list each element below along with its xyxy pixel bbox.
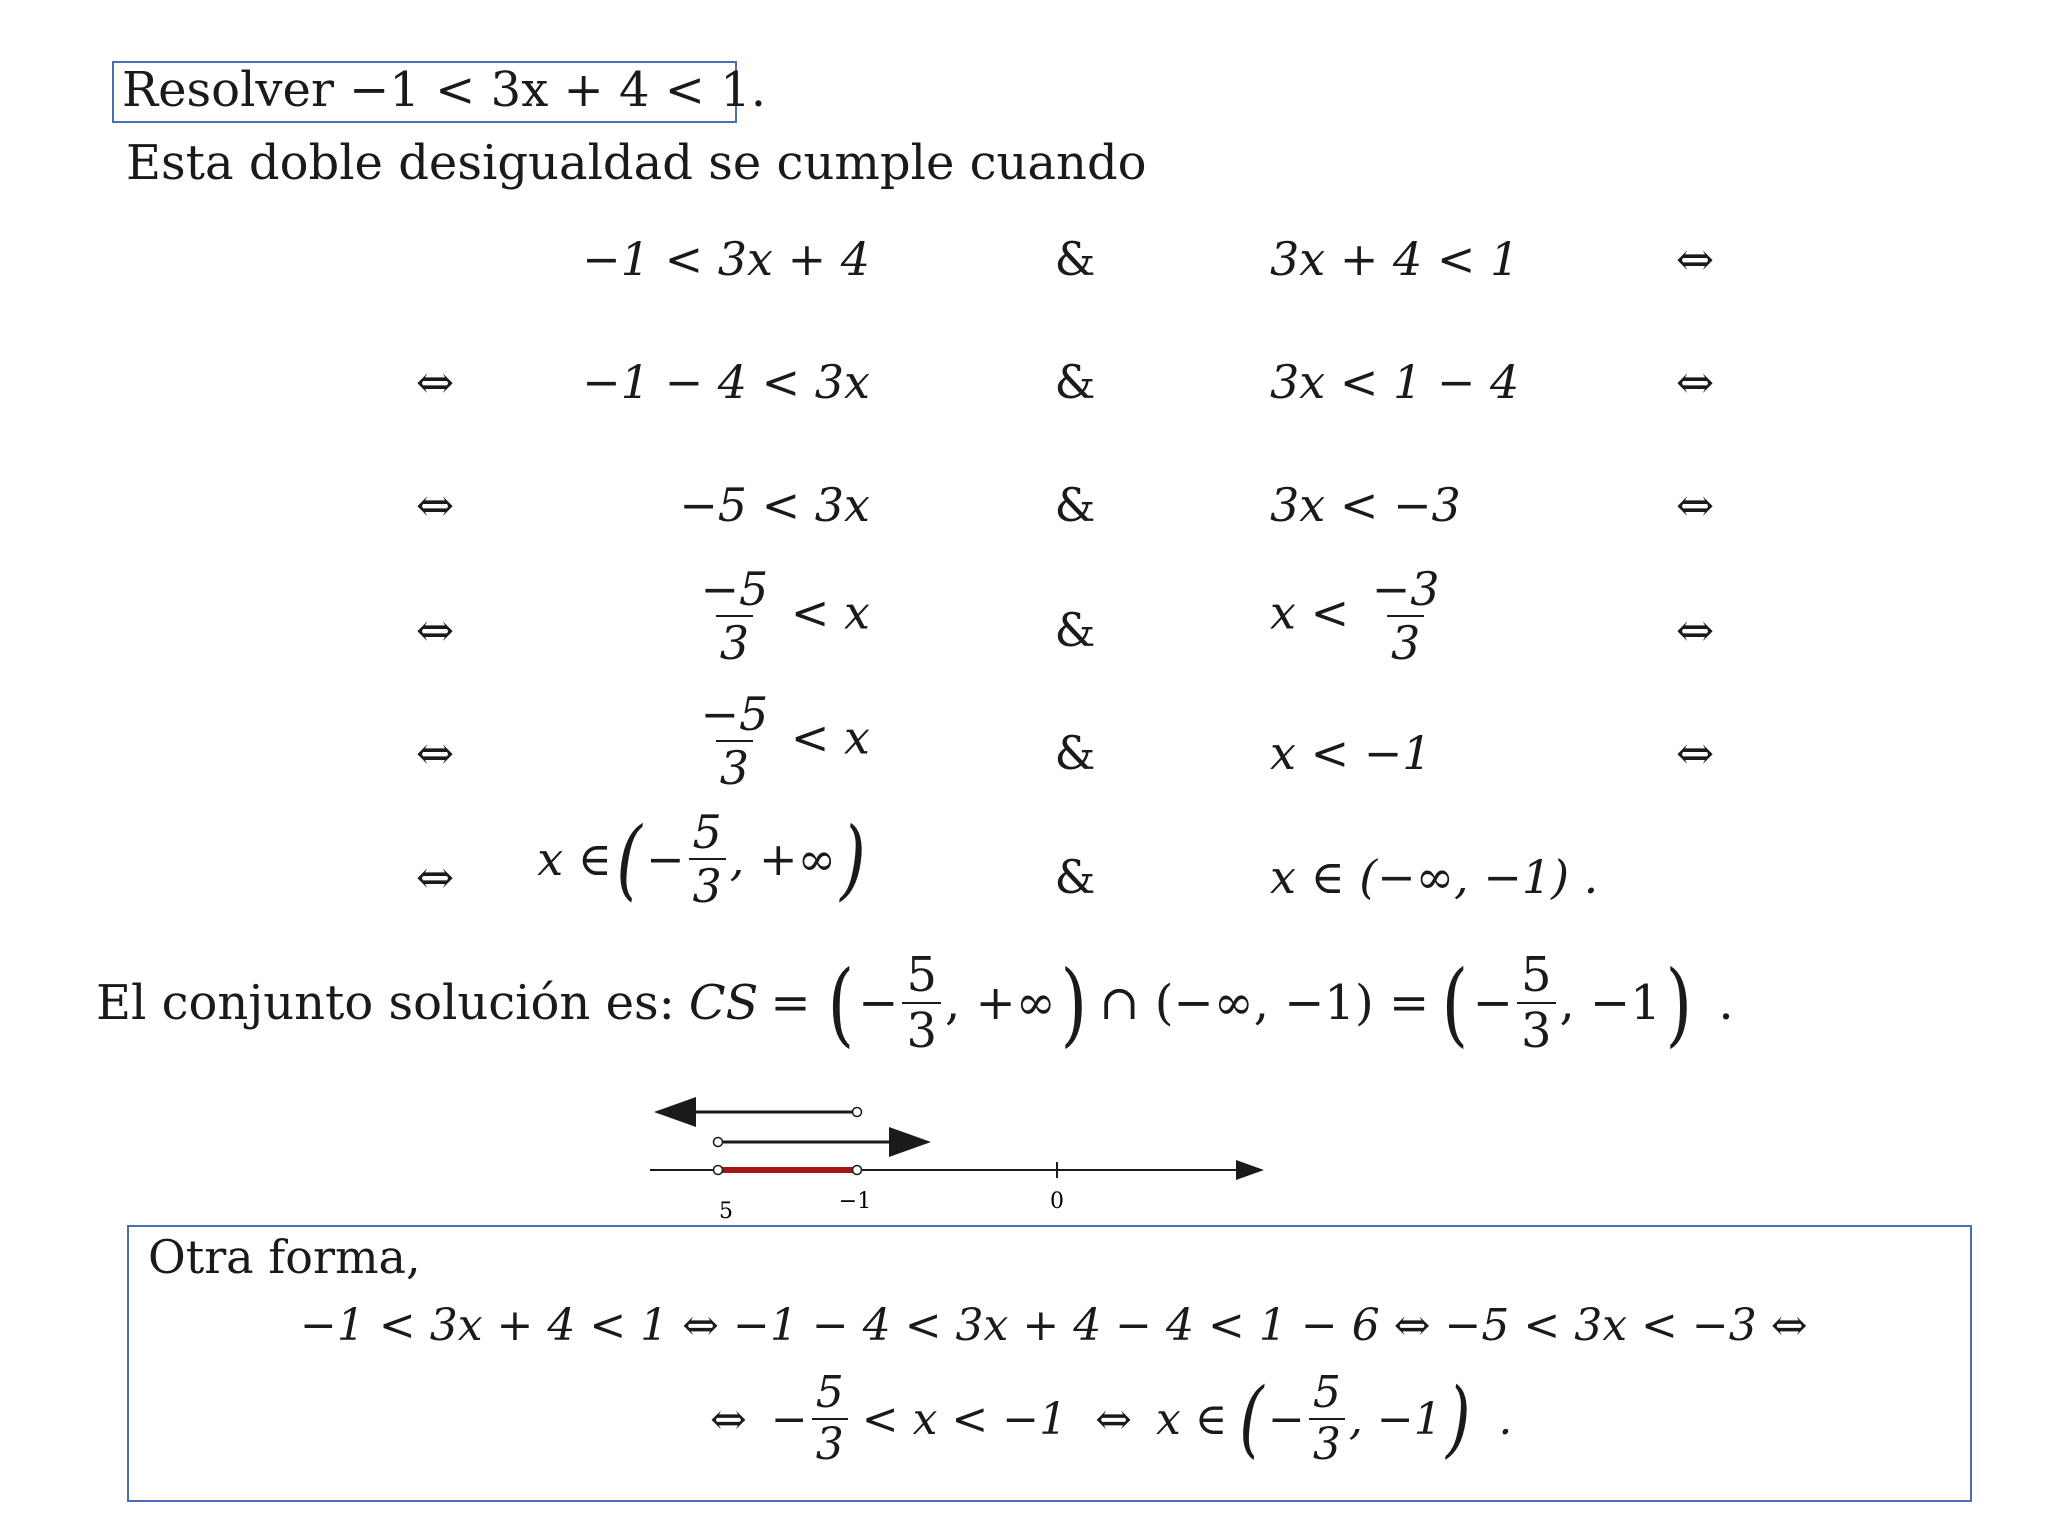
row4-iff-right: ⇔	[1675, 603, 1715, 657]
alternative-line-2: ⇔ − $\frac{5}{3}$ < x < −1 ⇔ x ∈ ( − $\frac{5}{3}$ , −1 ) .	[710, 1367, 1513, 1471]
open-point-neg1-upper	[853, 1108, 862, 1117]
tick-label-0: 0	[1050, 1189, 1064, 1214]
row6-right: x ∈ (−∞, −1) .	[1270, 850, 1599, 904]
row5-iff-right: ⇔	[1675, 726, 1715, 780]
row5-and: &	[1054, 726, 1096, 780]
row3-right: 3x < −3	[1270, 478, 1461, 532]
row3-iff-left: ⇔	[415, 478, 455, 532]
number-line-diagram	[640, 1090, 1280, 1230]
row2-iff-right: ⇔	[1675, 355, 1715, 409]
problem-title: Resolver −1 < 3x + 4 < 1.	[122, 62, 767, 118]
row1-left: −1 < 3x + 4	[582, 232, 870, 286]
row3-and: &	[1054, 478, 1096, 532]
alternative-line-1: −1 < 3x + 4 < 1 ⇔ −1 − 4 < 3x + 4 − 4 < 1 − 6 ⇔ −5 < 3x < −3 ⇔	[300, 1300, 1808, 1351]
row1-and: &	[1054, 232, 1096, 286]
row2-iff-left: ⇔	[415, 355, 455, 409]
row4-left: $\frac{-5}{3}$ < x	[420, 565, 870, 668]
open-point-neg1	[853, 1166, 862, 1175]
row4-iff-left: ⇔	[415, 603, 455, 657]
row5-left: $\frac{-5}{3}$ < x	[420, 690, 870, 793]
row4-and: &	[1054, 603, 1096, 657]
row4-right: x < $\frac{-3}{3}$	[1270, 565, 1670, 668]
row1-right: 3x + 4 < 1	[1270, 232, 1520, 286]
row2-right: 3x < 1 − 4	[1270, 355, 1520, 409]
row2-left: −1 − 4 < 3x	[582, 355, 870, 409]
row4-left-fraction: $\frac{-5}{3}$	[700, 562, 769, 671]
conclusion-fraction-2: $\frac{5}{3}$	[1517, 950, 1556, 1057]
open-point-neg53	[714, 1166, 723, 1175]
alt-fraction-2: $\frac{5}{3}$	[1309, 1370, 1345, 1468]
row6-left-fraction: $\frac{5}{3}$	[689, 808, 726, 911]
row3-left: −5 < 3x	[679, 478, 870, 532]
row6-iff-left: ⇔	[415, 850, 455, 904]
row5-right: x < −1	[1270, 726, 1432, 780]
row4-right-fraction: $\frac{-3}{3}$	[1371, 562, 1440, 671]
row6-and: &	[1054, 850, 1096, 904]
solution-set-statement: El conjunto solución es: CS = ( − $\frac{5}{3}$ , +∞ ) ∩ (−∞, −1) = ( − $\frac{5}{3}$ , −1 ) .	[96, 947, 1734, 1060]
conclusion-fraction-1: $\frac{5}{3}$	[902, 950, 941, 1057]
row1-iff-right: ⇔	[1675, 232, 1715, 286]
row5-left-fraction: $\frac{-5}{3}$	[700, 687, 769, 796]
alt-fraction-1: $\frac{5}{3}$	[812, 1370, 848, 1468]
intro-text: Esta doble desigualdad se cumple cuando	[126, 135, 1147, 191]
row6-left: x ∈ ( − $\frac{5}{3}$ , +∞ )	[537, 805, 866, 914]
row5-iff-left: ⇔	[415, 726, 455, 780]
tick-label-5: 5	[719, 1199, 733, 1224]
row2-and: &	[1054, 355, 1096, 409]
open-point-neg53-upper	[714, 1138, 723, 1147]
tick-label-neg1: −1	[838, 1189, 872, 1214]
row3-iff-right: ⇔	[1675, 478, 1715, 532]
alternative-method-title: Otra forma,	[148, 1230, 421, 1284]
